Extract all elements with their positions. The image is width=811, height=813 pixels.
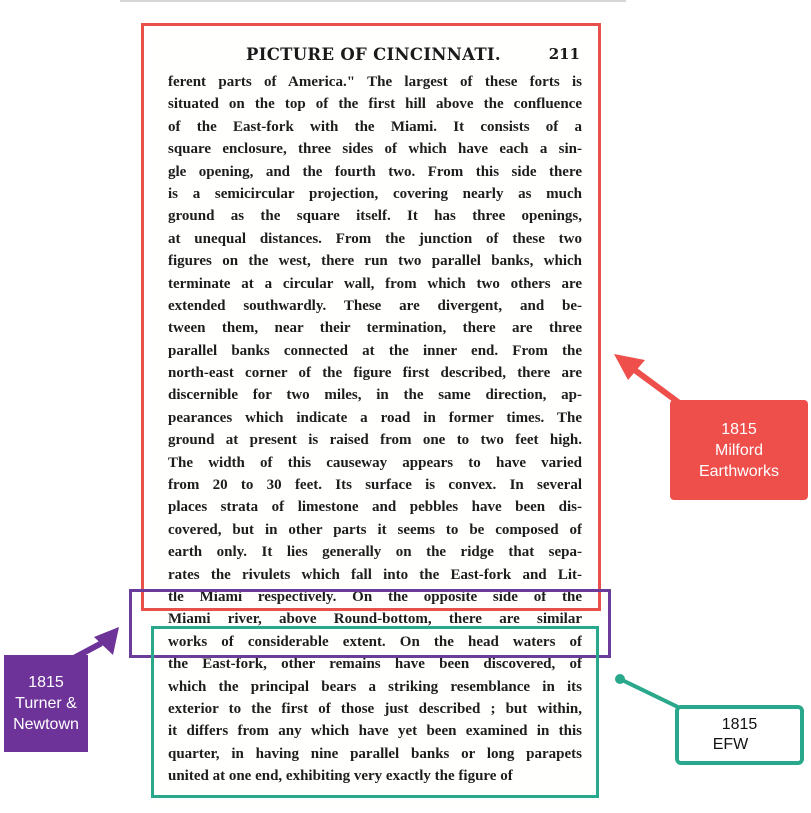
text-line: united at one end, exhibiting very exactly the figure of [168, 768, 513, 785]
milford-earthworks-callout [670, 400, 808, 500]
text-line: ground as the square itself. It has three openings, [168, 208, 582, 225]
text-line: the East-fork, other remains have been discovered, of [168, 656, 582, 673]
text-line: from 20 to 30 feet. Its surface is convex. In several [168, 477, 582, 494]
efw-callout [675, 705, 804, 765]
text-line: square enclosure, three sides of which have each a sin- [168, 141, 582, 158]
callout-year: 1815 [28, 674, 64, 691]
text-line: which the principal bears a striking resemblance in its [168, 678, 582, 695]
text-line: places strata of limestone and pebbles have been dis- [168, 499, 582, 516]
text-line: situated on the top of the first hill above the confluence [168, 96, 582, 113]
callout-label: EFW [712, 736, 749, 753]
text-line: is a semicircular projection, covering nearly as much [168, 185, 582, 202]
text-line: parallel banks connected at the inner end. From the [168, 342, 582, 359]
text-line: tle Miami respectively. On the opposite side of the [168, 588, 582, 605]
callout-label: Milford [714, 441, 763, 459]
text-line: earth only. It lies generally on the ridge that sepa- [168, 544, 582, 561]
text-line: exterior to the first of those just described ; but within, [168, 700, 582, 717]
turner-newtown-callout [4, 655, 88, 752]
callout-year: 1815 [721, 420, 757, 438]
text-line: at unequal distances. From the junction of these two [168, 230, 582, 247]
page-title: PICTURE OF CINCINNATI. [246, 45, 501, 64]
text-line: figures on the west, there run two parallel banks, which [168, 253, 582, 270]
text-line: it differs from any which have yet been examined in this [168, 723, 582, 740]
text-line: of the East-fork with the Miami. It consists of a [168, 118, 582, 135]
text-line: tween them, near their termination, there are three [168, 320, 582, 337]
text-line: ferent parts of America." The largest of these forts is [168, 74, 582, 90]
text-line: gle opening, and the fourth two. From this side there [168, 163, 582, 180]
callout-label: Earthworks [698, 462, 780, 480]
page-number: 211 [548, 45, 580, 63]
milford-arrow [614, 354, 682, 405]
callout-label: Newtown [13, 716, 79, 733]
efw-connector [615, 674, 682, 709]
text-line: extended southwardly. These are divergent, and be- [168, 297, 582, 314]
text-line: rates the rivulets which fall into the East-fork and Lit- [168, 566, 582, 583]
text-line: pearances which indicate a road in former times. The [168, 409, 582, 426]
text-line: terminate at a circular wall, from which two others are [168, 275, 582, 292]
text-line: works of considerable extent. On the head waters of [168, 633, 582, 650]
text-line: covered, but in other parts it seems to be composed of [168, 521, 582, 538]
text-line: quarter, in having nine parallel banks or long parapets [168, 745, 582, 762]
text-line: Miami river, above Round-bottom, there are similar [168, 611, 582, 628]
text-line: The width of this causeway appears to have varied [168, 454, 582, 471]
text-line: north-east corner of the figure first described, there are [168, 365, 582, 382]
text-line: ground at present is raised from one to two feet high. [168, 432, 582, 449]
callout-year: 1815 [721, 716, 758, 733]
text-line: discernible for two miles, in the same direction, ap- [168, 387, 582, 404]
callout-label: Turner & [15, 695, 77, 712]
